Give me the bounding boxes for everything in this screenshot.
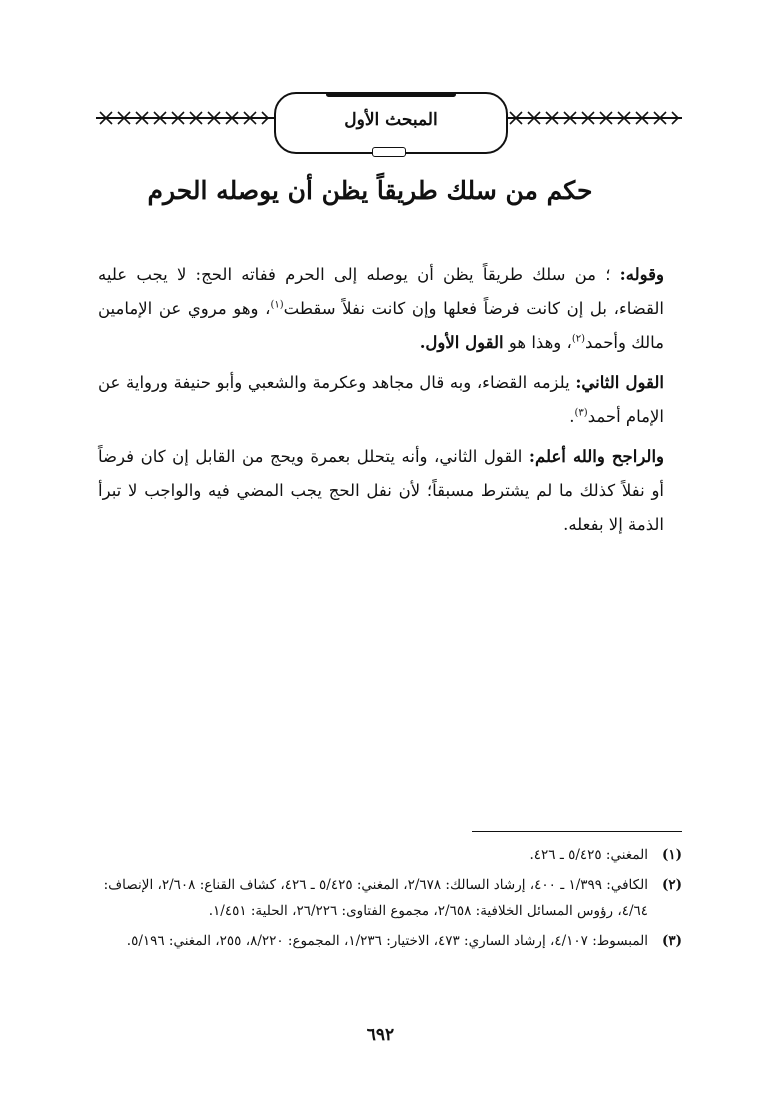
page-number: ٦٩٢: [366, 1025, 395, 1045]
ornament-right: [504, 110, 682, 126]
footnote-text: الكافي: ١/٣٩٩ ـ ٤٠٠، إرشاد السالك: ٢/٦٧٨، المغني: ٥/٤٢٥ ـ ٤٢٦، كشاف القناع: ٢/٦٠٨، الإنصاف: ٤/٦٤، رؤوس المسائل الخلافية: ٢/٦٥٨، مجموع الفتاوى: ٢٦/٢٢٦، الحلية: ١/٤٥١.: [103, 877, 648, 919]
footnote-ref: (٣): [574, 407, 588, 419]
paragraph-text: ، وهو مروي عن الإمامين مالك وأحمد: [98, 299, 664, 352]
paragraph-2: [98, 366, 664, 434]
section-title-frame: [274, 92, 508, 154]
footnote-ref: (٢): [571, 333, 585, 345]
section-header: [96, 92, 682, 154]
footnote-ref: (١): [270, 299, 284, 311]
footnote-number: (٢): [661, 877, 682, 893]
chapter-heading: حكم من سلك طريقاً يظن أن يوصله الحرم: [147, 176, 593, 205]
paragraph-text: ؛ من سلك طريقاً يظن أن يوصله إلى الحرم ففاته الحج: لا يجب عليه القضاء، بل إن كانت فرضاً فعلها وإن كانت نفلاً سقطت: [98, 265, 664, 318]
footnote-item: [80, 842, 682, 868]
footnote-text: المبسوط: ٤/١٠٧، إرشاد الساري: ٤٧٣، الاختيار: ١/٢٣٦، المجموع: ٨/٢٢٠، ٢٥٥، المغني: ٥/١٩٦.: [126, 933, 648, 949]
footnote-item: [80, 872, 682, 924]
paragraph-1: [98, 258, 664, 360]
paragraph-text: القول الثاني، وأنه يتحلل بعمرة ويحج من القابل إن كان فرضاً أو نفلاً كذلك ما لم يشترط مسبقاً؛ لأن نفل الحج يجب المضي فيه والواجب لا تبرأ الذمة إلا بفعله.: [98, 447, 664, 534]
paragraph-text: يلزمه القضاء، وبه قال مجاهد وعكرمة والشعبي وأبو حنيفة ورواية عن الإمام أحمد: [98, 373, 664, 426]
footnote-number: (٣): [661, 933, 682, 949]
paragraph-lead: القول الثاني:: [575, 373, 664, 392]
footnote-text: المغني: ٥/٤٢٥ ـ ٤٢٦.: [529, 847, 648, 863]
paragraph-3: [98, 440, 664, 542]
ornament-left: [96, 110, 274, 126]
paragraph-text: .: [569, 407, 575, 426]
footnote-separator: [472, 831, 682, 832]
paragraph-lead: وقوله:: [619, 265, 664, 284]
section-title: المبحث الأول: [344, 110, 438, 130]
paragraph-emphasis: القول الأول.: [419, 333, 504, 352]
paragraph-lead: والراجح والله أعلم:: [528, 447, 664, 466]
footnote-item: [80, 928, 682, 954]
paragraph-text: ، وهذا هو: [503, 333, 572, 352]
body-text: [98, 258, 664, 548]
footnotes: [80, 842, 682, 958]
frame-tab-ornament: [372, 147, 406, 157]
footnote-number: (١): [661, 847, 682, 863]
